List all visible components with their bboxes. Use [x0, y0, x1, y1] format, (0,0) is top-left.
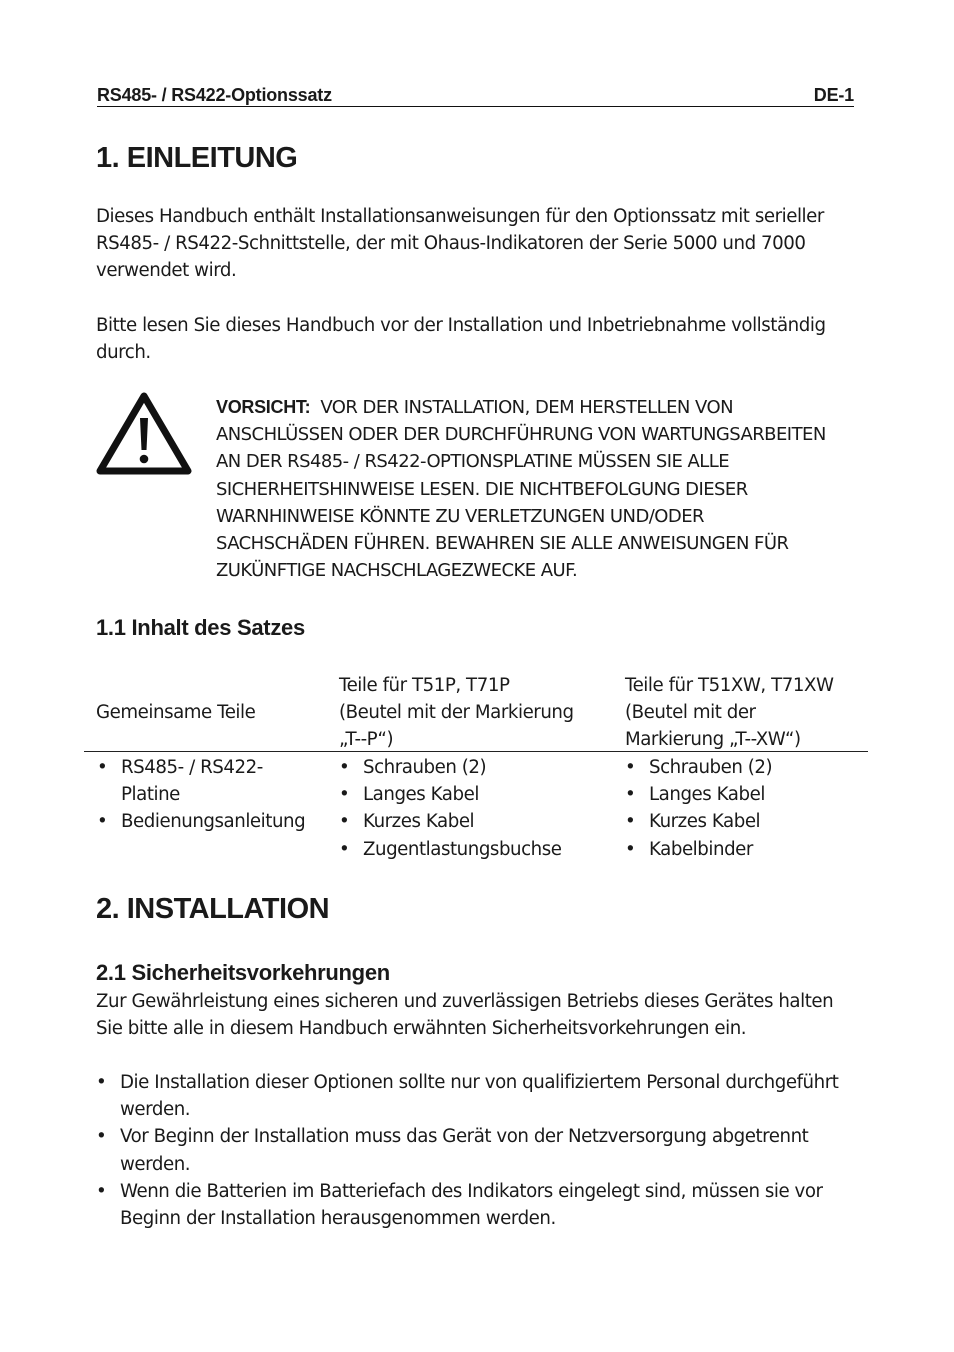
paragraph-line: verwendet wird. — [96, 260, 237, 282]
list-item-text: Vor Beginn der Installation muss das Gerät von der Netzversorgung abgetrennt — [120, 1126, 809, 1148]
list-item — [625, 836, 772, 863]
caution-first-line — [216, 394, 876, 421]
list-item-text: Die Installation dieser Optionen sollte nur von qualifiziertem Personal durchgeführt — [120, 1072, 839, 1093]
list-item-text: Schrauben (2) — [363, 757, 487, 778]
bullet-icon: • — [339, 757, 350, 778]
list-item — [97, 808, 305, 835]
list-item-text: Kurzes Kabel — [363, 811, 475, 833]
caution-line: ANSCHLÜSSEN ODER DER DURCHFÜHRUNG VON WARTUNGSARBEITEN — [216, 424, 826, 446]
bullet-icon: • — [97, 811, 108, 833]
bullet-icon: • — [625, 757, 636, 778]
list-item-text: Langes Kabel — [363, 784, 479, 806]
list-item-text: Schrauben (2) — [649, 757, 773, 778]
column-header-line: Teile für T51XW, T71XW — [625, 675, 834, 696]
caution-notice — [216, 394, 876, 584]
list-item — [625, 781, 772, 808]
list-item — [96, 1178, 838, 1232]
paragraph-line: Bitte lesen Sie dieses Handbuch vor der Installation und Inbetriebnahme vollständig — [96, 315, 826, 336]
common-parts-list — [97, 754, 305, 836]
list-item-text: Kurzes Kabel — [649, 811, 761, 833]
list-item-text: Kabelbinder — [649, 838, 753, 860]
caution-line: WARNHINWEISE KÖNNTE ZU VERLETZUNGEN UND/ODER — [216, 505, 704, 527]
column-header-line: (Beutel mit der — [625, 702, 756, 724]
safety-bullet-list — [96, 1069, 838, 1232]
bullet-icon: • — [625, 838, 636, 860]
bullet-icon: • — [97, 757, 108, 778]
bullet-icon: • — [96, 1072, 107, 1093]
read-manual-paragraph — [96, 312, 866, 366]
bullet-icon: • — [96, 1126, 107, 1148]
column-header-common-parts — [96, 699, 255, 726]
caution-line: VOR DER INSTALLATION, DEM HERSTELLEN VON — [320, 397, 733, 418]
list-item-text: RS485- / RS422- — [121, 757, 263, 778]
section-heading-installation: 2. INSTALLATION — [96, 893, 330, 925]
bullet-icon: • — [625, 811, 636, 833]
paragraph-line: Sie bitte alle in diesem Handbuch erwähnten Sicherheitsvorkehrungen ein. — [96, 1018, 747, 1040]
p-parts-list — [339, 754, 562, 863]
paragraph-line: Zur Gewährleistung eines sicheren und zuverlässigen Betriebs dieses Gerätes halten — [96, 991, 834, 1012]
list-item — [339, 754, 562, 781]
subsection-heading-sicherheit: 2.1 Sicherheitsvorkehrungen — [96, 960, 390, 985]
warning-triangle-icon — [95, 391, 193, 477]
list-item-text: Bedienungsanleitung — [121, 811, 306, 833]
bullet-icon: • — [339, 838, 350, 860]
list-item — [339, 781, 562, 808]
list-item — [97, 754, 305, 808]
subsection-heading-inhalt: 1.1 Inhalt des Satzes — [96, 615, 305, 640]
column-header-line: „T--P“) — [339, 729, 394, 751]
list-item — [96, 1069, 838, 1123]
caution-line: ZUKÜNFTIGE NACHSCHLAGEZWECKE AUF. — [216, 560, 578, 582]
xw-parts-list — [625, 754, 772, 863]
column-header-line: (Beutel mit der Markierung — [339, 702, 574, 724]
column-header-line: Teile für T51P, T71P — [339, 675, 510, 696]
list-item-text: werden. — [120, 1153, 191, 1175]
caution-line: AN DER RS485- / RS422-OPTIONSPLATINE MÜSSEN SIE ALLE — [216, 451, 730, 473]
column-header-p-parts — [339, 672, 574, 754]
bullet-icon: • — [339, 784, 350, 806]
list-item-text: Langes Kabel — [649, 784, 765, 806]
caution-line: SICHERHEITSHINWEISE LESEN. DIE NICHTBEFOLGUNG DIESER — [216, 478, 748, 500]
bullet-icon: • — [625, 784, 636, 806]
list-item — [96, 1123, 838, 1177]
list-item — [625, 754, 772, 781]
list-item — [339, 808, 562, 835]
document-title: RS485- / RS422-Optionssatz — [97, 85, 332, 105]
section-heading-einleitung: 1. EINLEITUNG — [96, 142, 298, 174]
column-header-xw-parts — [625, 672, 834, 754]
caution-line: SACHSCHÄDEN FÜHREN. BEWAHREN SIE ALLE ANWEISUNGEN FÜR — [216, 533, 789, 555]
column-header-line: Gemeinsame Teile — [96, 702, 256, 723]
list-item-text: Wenn die Batterien im Batteriefach des Indikators eingelegt sind, müssen sie vor — [120, 1180, 823, 1202]
list-item — [625, 808, 772, 835]
list-item-text: werden. — [120, 1099, 191, 1121]
intro-paragraph — [96, 203, 866, 285]
paragraph-line: RS485- / RS422-Schnittstelle, der mit Ohaus-Indikatoren der Serie 5000 und 7000 — [96, 233, 806, 255]
paragraph-line: durch. — [96, 342, 151, 364]
safety-intro-paragraph — [96, 988, 866, 1042]
column-header-line: Markierung „T--XW“) — [625, 729, 801, 751]
list-item-text: Platine — [121, 784, 180, 806]
paragraph-line: Dieses Handbuch enthält Installationsanweisungen für den Optionssatz mit serieller — [96, 206, 824, 227]
bullet-icon: • — [96, 1180, 107, 1202]
list-item-text: Zugentlastungsbuchse — [363, 838, 562, 860]
page-number: DE-1 — [813, 85, 854, 105]
caution-label: VORSICHT: — [216, 397, 311, 417]
list-item-text: Beginn der Installation herausgenommen werden. — [120, 1208, 556, 1230]
bullet-icon: • — [339, 811, 350, 833]
list-item — [339, 836, 562, 863]
table-divider — [84, 751, 868, 752]
page-header — [97, 84, 854, 107]
